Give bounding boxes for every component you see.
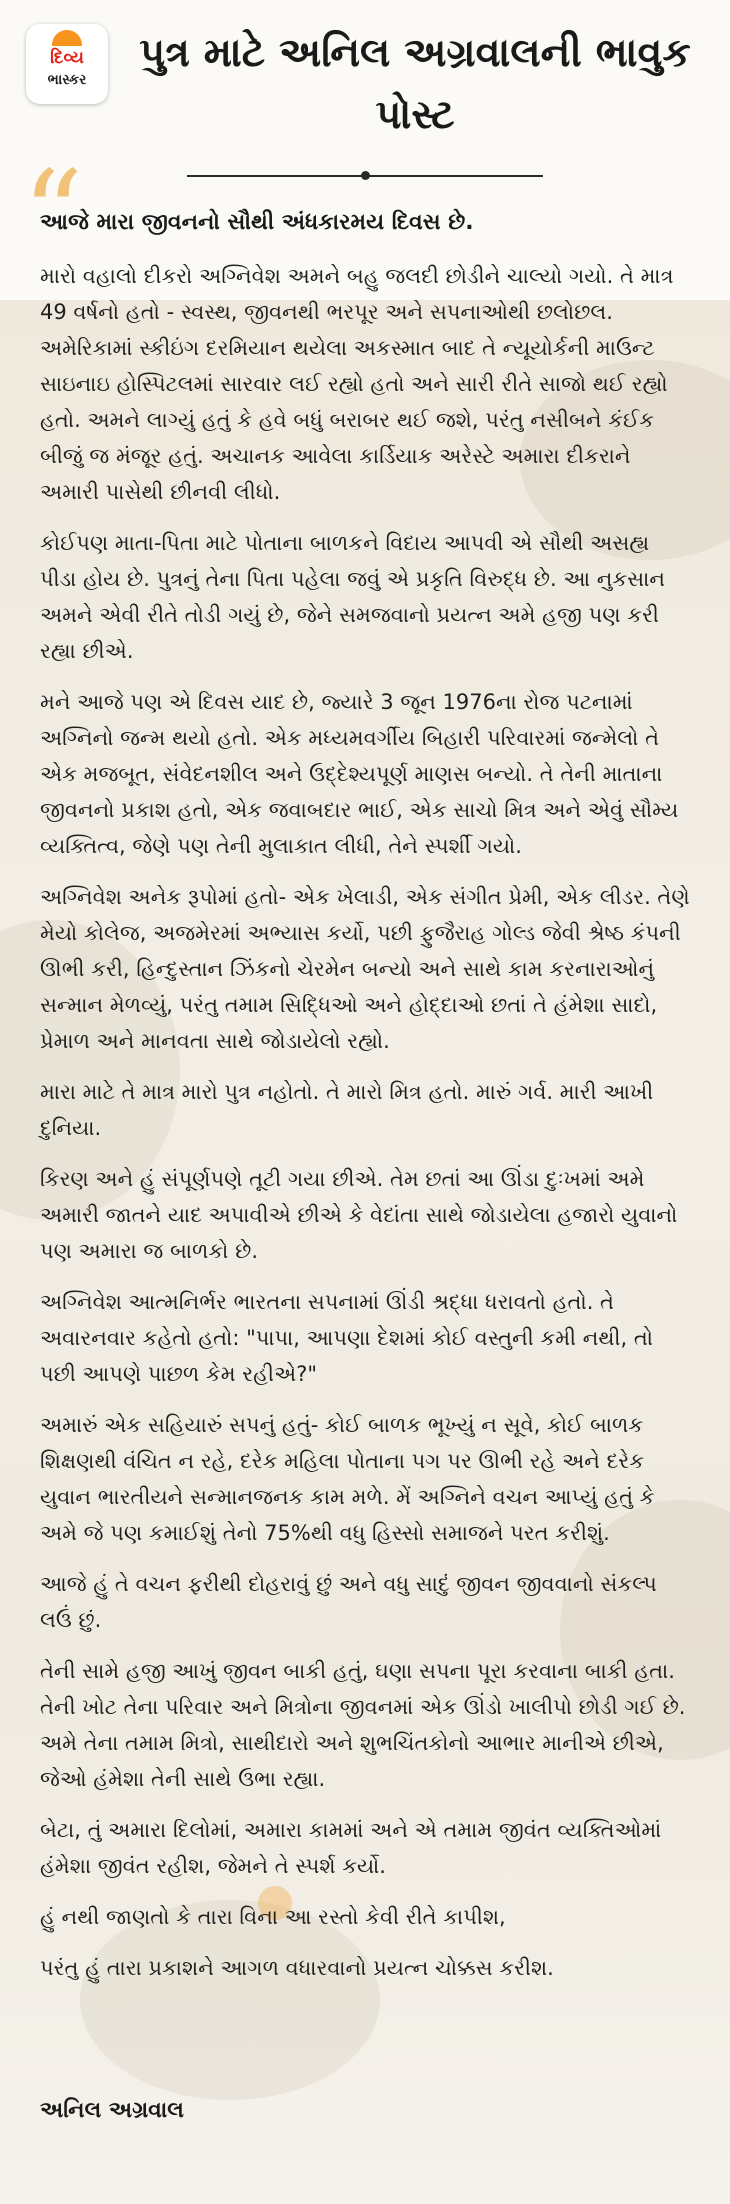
opening-quote-icon: “ <box>22 146 84 285</box>
letter-body <box>40 258 692 2001</box>
paragraph: મારા માટે તે માત્ર મારો પુત્ર નહોતો. તે મારો મિત્ર હતો. મારું ગર્વ. મારી આખી દુનિયા. <box>40 1080 654 1140</box>
logo-wordmark-line2: ભાસ્કર <box>47 72 87 88</box>
paragraph: કોઈપણ માતા-પિતા માટે પોતાના બાળકને વિદાય આપવી એ સૌથી અસહ્ય પીડા હોય છે. પુત્રનું તેના પિતા પહેલા જવું એ પ્રકૃતિ વિરુદ્ધ છે. આ નુકસાન અમને એવી રીતે તોડી ગયું છે, જેને સમજવાનો પ્રયત્ન અમે હજી પણ કરી રહ્યા છીએ. <box>40 531 665 663</box>
paragraph: પરંતુ હું તારા પ્રકાશને આગળ વધારવાનો પ્રયત્ન ચોક્કસ કરીશ. <box>40 1956 554 1980</box>
lead-sentence: આજે મારા જીવનનો સૌથી અંધકારમય દિવસ છે. <box>40 210 474 235</box>
paragraph: કિરણ અને હું સંપૂર્ણપણે તૂટી ગયા છીએ. તેમ છતાં આ ઊંડા દુઃખમાં અમે અમારી જાતને યાદ અપાવીએ છીએ કે વેદાંતા સાથે જોડાયેલા હજારો યુવાનો પણ અમારા જ બાળકો છે. <box>40 1167 678 1263</box>
sun-icon <box>52 30 82 46</box>
paragraph: આજે હું તે વચન ફરીથી દોહરાવું છું અને વધુ સાદું જીવન જીવવાનો સંકલ્પ લઉં છું. <box>40 1572 657 1632</box>
paragraph: બેટા, તું અમારા દિલોમાં, અમારા કામમાં અને એ તમામ જીવંત વ્યક્તિઓમાં હંમેશા જીવંત રહીશ, જેમને તે સ્પર્શ કર્યો. <box>40 1818 662 1878</box>
divya-bhaskar-logo[interactable] <box>26 24 108 104</box>
paragraph: અમારું એક સહિયારું સપનું હતું- કોઈ બાળક ભૂખ્યું ન સૂવે, કોઈ બાળક શિક્ષણથી વંચિત ન રહે, દરેક મહિલા પોતાના પગ પર ઊભી રહે અને દરેક યુવાન ભારતીયને સન્માનજનક કામ મળે. મેં અગ્નિને વચન આપ્યું હતું કે અમે જે પણ કમાઈશું તેનો 75%થી વધુ હિસ્સો સમાજને પરત કરીશું. <box>40 1413 655 1545</box>
paragraph: તેની સામે હજી આખું જીવન બાકી હતું, ઘણા સપના પૂરા કરવાના બાકી હતા. તેની ખોટ તેના પરિવાર અને મિત્રોના જીવનમાં એક ઊંડો ખાલીપો છોડી ગઈ છે. અમે તેના તમામ મિત્રો, સાથીદારો અને શુભચિંતકોનો આભાર માનીએ છીએ, જેઓ હંમેશા તેની સાથે ઉભા રહ્યા. <box>40 1659 686 1791</box>
page-title: પુત્ર માટે અનિલ અગ્રવાલની ભાવુક પોસ્ટ <box>139 30 691 138</box>
divider-dot <box>361 171 370 180</box>
logo-wordmark-line1: દિવ્ય <box>50 48 84 68</box>
paragraph: મારો વહાલો દીકરો અગ્નિવેશ અમને બહુ જલદી છોડીને ચાલ્યો ગયો. તે માત્ર 49 વર્ષનો હતો - સ્વસ્થ, જીવનથી ભરપૂર અને સપનાઓથી છલોછલ. અમેરિકામાં સ્કીઇંગ દરમિયાન થયેલા અકસ્માત બાદ તે ન્યૂયોર્કની માઉન્ટ સાઇનાઇ હોસ્પિટલમાં સારવાર લઈ રહ્યો હતો અને સારી રીતે સાજો થઈ રહ્યો હતો. અમને લાગ્યું હતું કે હવે બધું બરાબર થઈ જશે, પરંતુ નસીબને કંઈક બીજું જ મંજૂર હતું. અચાનક આવેલા કાર્ડિયાક અરેસ્ટે અમારા દીકરાને અમારી પાસેથી છીનવી લીધો. <box>40 264 674 504</box>
paragraph: અગ્નિવેશ અનેક રૂપોમાં હતો- એક ખેલાડી, એક સંગીત પ્રેમી, એક લીડર. તેણે મેયો કોલેજ, અજમેરમાં અભ્યાસ કર્યો, પછી ફુજૈરાહ ગોલ્ડ જેવી શ્રેષ્ઠ કંપની ઊભી કરી, હિન્દુસ્તાન ઝિંકનો ચેરમેન બન્યો અને સાથે કામ કરનારાઓનું સન્માન મેળવ્યું, પરંતુ તમામ સિદ્ધિઓ અને હોદ્દાઓ છતાં તે હંમેશા સાદો, પ્રેમાળ અને માનવતા સાથે જોડાયેલો રહ્યો. <box>40 885 690 1053</box>
paragraph: હું નથી જાણતો કે તારા વિના આ રસ્તો કેવી રીતે કાપીશ, <box>40 1905 506 1929</box>
paragraph: અગ્નિવેશ આત્મનિર્ભર ભારતના સપનામાં ઊંડી શ્રદ્ધા ધરાવતો હતો. તે અવારનવાર કહેતો હતો: "પાપા, આપણા દેશમાં કોઈ વસ્તુની કમી નથી, તો પછી આપણે પાછળ કેમ રહીએ?" <box>40 1290 654 1386</box>
signature: અનિલ અગ્રવાલ <box>40 2098 184 2123</box>
paragraph: મને આજે પણ એ દિવસ યાદ છે, જ્યારે 3 જૂન 1976ના રોજ પટનામાં અગ્નિનો જન્મ થયો હતો. એક મધ્યમવર્ગીય બિહારી પરિવારમાં જન્મેલો તે એક મજબૂત, સંવેદનશીલ અને ઉદ્દેશ્યપૂર્ણ માણસ બન્યો. તે તેની માતાના જીવનનો પ્રકાશ હતો, એક જવાબદાર ભાઈ, એક સાચો મિત્ર અને એવું સૌમ્ય વ્યક્તિત્વ, જેણે પણ તેની મુલાકાત લીધી, તેને સ્પર્શી ગયો. <box>40 690 679 858</box>
